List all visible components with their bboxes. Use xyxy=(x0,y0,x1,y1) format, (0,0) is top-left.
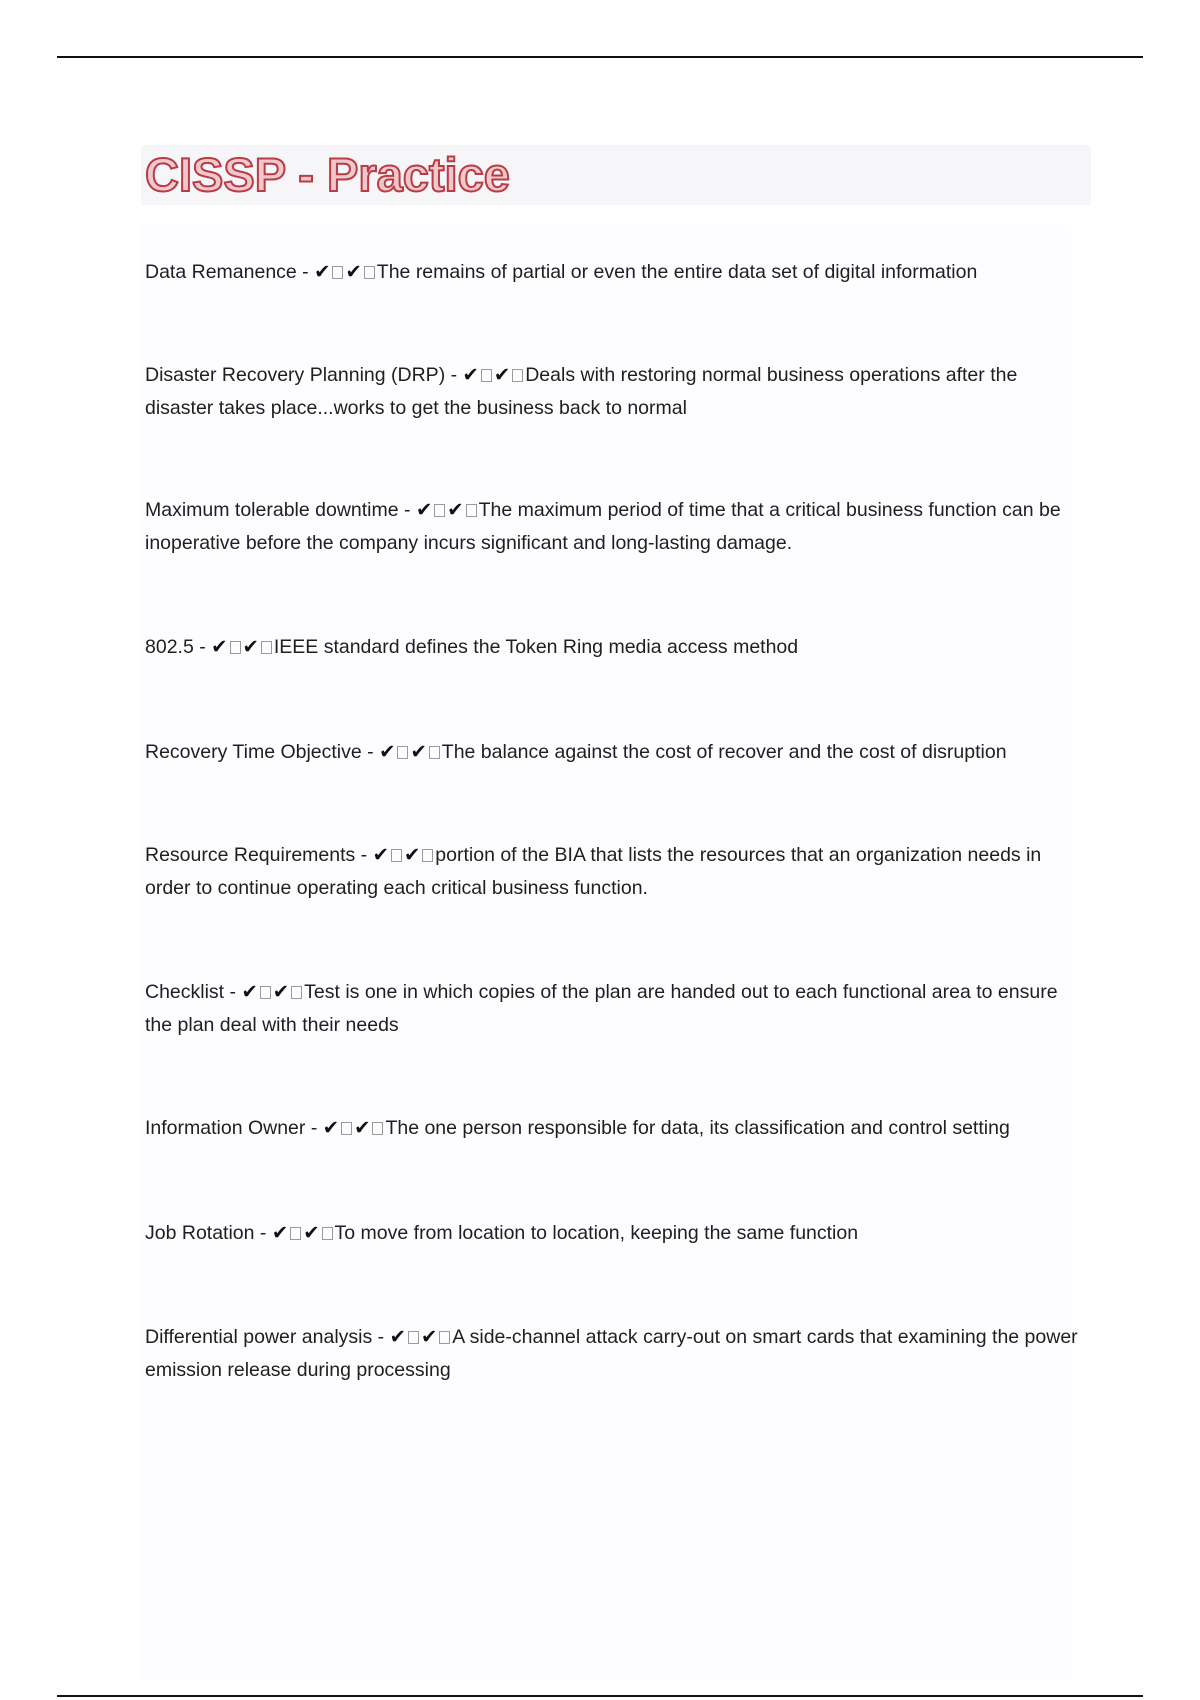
check-icon: ✔ xyxy=(415,499,433,521)
entry-term: Maximum tolerable downtime xyxy=(145,499,399,521)
box-icon xyxy=(481,369,492,382)
entry-definition: IEEE standard defines the Token Ring media access method xyxy=(273,636,799,658)
check-icon: ✔ xyxy=(303,1222,320,1244)
check-icon: ✔ xyxy=(389,1326,406,1348)
check-icon: ✔ xyxy=(271,1222,289,1244)
entry-definition: The balance against the cost of recover and the cost of disruption xyxy=(441,741,1007,763)
entry-checklist: Checklist - ✔ ✔ Test is one in which copies of the plan are handed out to each functional area to ensure the plan deal with their needs xyxy=(145,981,1058,1036)
box-icon xyxy=(261,641,272,654)
entry-definition: Test is one in which copies of the plan are handed out to each functional area to ensure the plan deal with their needs xyxy=(145,981,1058,1036)
entry-resource-requirements: Resource Requirements - ✔ ✔ portion of the BIA that lists the resources that an organization needs in order to continue operating each critical business function. xyxy=(145,844,1042,899)
check-icon: ✔ xyxy=(345,261,362,283)
entry-term: 802.5 xyxy=(145,636,194,658)
box-icon xyxy=(391,849,402,862)
box-icon xyxy=(230,641,241,654)
entry-term: Information Owner xyxy=(145,1117,306,1139)
entry-recovery-time-objective: Recovery Time Objective - ✔ ✔ The balance against the cost of recover and the cost of disruption xyxy=(145,741,1007,763)
check-icon: ✔ xyxy=(403,844,421,866)
check-icon: ✔ xyxy=(272,981,290,1003)
check-icon: ✔ xyxy=(314,261,331,283)
check-icon: ✔ xyxy=(493,364,511,386)
box-icon xyxy=(341,1122,352,1135)
box-icon xyxy=(372,1122,383,1135)
box-icon xyxy=(291,986,302,999)
page-title: CISSP - Practice xyxy=(145,148,510,201)
box-icon xyxy=(429,746,440,759)
entry-job-rotation: Job Rotation - ✔ ✔ To move from location to location, keeping the same function xyxy=(145,1222,859,1244)
box-icon xyxy=(290,1227,301,1240)
box-icon xyxy=(422,849,433,862)
entry-definition: The one person responsible for data, its classification and control setting xyxy=(385,1117,1010,1139)
check-icon: ✔ xyxy=(242,636,259,658)
entry-term: Checklist xyxy=(145,981,225,1003)
entry-term: Recovery Time Objective xyxy=(145,741,362,763)
entry-max-tolerable-downtime: Maximum tolerable downtime - ✔ ✔ The maximum period of time that a critical business function can be inoperative before the company incurs significant and long-lasting damage. xyxy=(145,499,1061,554)
header-rule xyxy=(57,56,1143,58)
entry-definition: A side-channel attack carry-out on smart cards that examining the power emission release during processing xyxy=(145,1326,1078,1381)
check-icon: ✔ xyxy=(211,636,228,658)
entry-information-owner: Information Owner - ✔ ✔ The one person responsible for data, its classification and control setting xyxy=(145,1117,1010,1139)
entry-802-5: 802.5 - ✔ ✔ IEEE standard defines the Token Ring media access method xyxy=(145,636,799,658)
entry-definition: The remains of partial or even the entire data set of digital information xyxy=(376,261,978,283)
box-icon xyxy=(439,1331,450,1344)
box-icon xyxy=(434,504,445,517)
footer-rule xyxy=(57,1695,1143,1697)
entry-definition: To move from location to location, keeping the same function xyxy=(334,1222,859,1244)
entry-definition: portion of the BIA that lists the resources that an organization needs in order to continue operating each critical business function. xyxy=(145,844,1042,899)
box-icon xyxy=(332,266,343,279)
box-icon xyxy=(466,504,477,517)
entry-drp: Disaster Recovery Planning (DRP) - ✔ ✔ Deals with restoring normal business operations after the disaster takes place...works to get the business back to normal xyxy=(145,364,1018,419)
check-icon: ✔ xyxy=(322,1117,340,1139)
box-icon xyxy=(408,1331,419,1344)
entry-term: Data Remanence xyxy=(145,261,297,283)
content-panel xyxy=(141,225,1071,1680)
check-icon: ✔ xyxy=(241,981,258,1003)
entry-definition: Deals with restoring normal business operations after the disaster takes place...works to get the business back to normal xyxy=(145,364,1018,419)
entry-term: Resource Requirements xyxy=(145,844,356,866)
entry-differential-power-analysis: Differential power analysis - ✔ ✔ A side-channel attack carry-out on smart cards that examining the power emission release during processing xyxy=(145,1326,1078,1381)
check-icon: ✔ xyxy=(447,499,464,521)
check-icon: ✔ xyxy=(354,1117,371,1139)
entry-term: Disaster Recovery Planning (DRP) xyxy=(145,364,446,386)
check-icon: ✔ xyxy=(379,741,396,763)
entry-data-remanence: Data Remanence - ✔ ✔ The remains of partial or even the entire data set of digital information xyxy=(145,261,978,283)
check-icon: ✔ xyxy=(462,364,479,386)
box-icon xyxy=(397,746,408,759)
check-icon: ✔ xyxy=(420,1326,438,1348)
entry-term: Job Rotation xyxy=(145,1222,255,1244)
check-icon: ✔ xyxy=(372,844,389,866)
entry-definition: The maximum period of time that a critical business function can be inoperative before the company incurs significant and long-lasting damage. xyxy=(145,499,1061,554)
entry-term: Differential power analysis xyxy=(145,1326,373,1348)
check-icon: ✔ xyxy=(410,741,427,763)
box-icon xyxy=(260,986,271,999)
box-icon xyxy=(364,266,375,279)
box-icon xyxy=(322,1227,333,1240)
box-icon xyxy=(512,369,523,382)
